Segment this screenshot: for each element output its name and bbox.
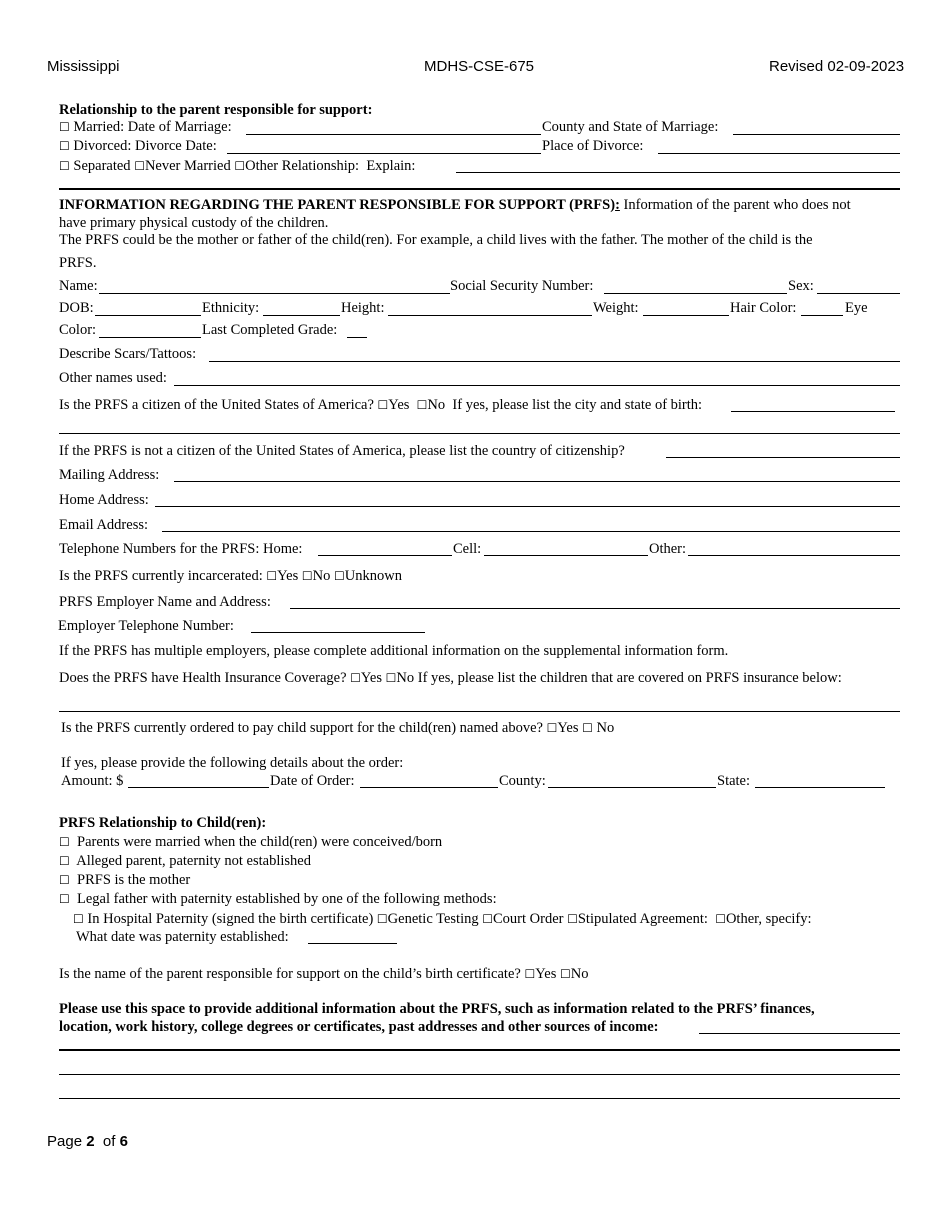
relationship-child-title: PRFS Relationship to Child(ren): (59, 815, 267, 831)
additional-info-field[interactable] (699, 1019, 900, 1034)
mailing-field[interactable] (174, 467, 900, 482)
page-label: Page (47, 1133, 83, 1150)
name-label: Name: (59, 278, 98, 294)
other-relationship-label: Other Relationship: (245, 158, 360, 174)
ethnicity-field[interactable] (263, 301, 340, 316)
ethnicity-label: Ethnicity: (202, 300, 260, 316)
birth-cert-yes-label: Yes (535, 966, 557, 982)
paternity-date-label: What date was paternity established: (76, 929, 289, 945)
ordered-no-label: No (596, 720, 615, 736)
genetic-testing-checkbox[interactable]: ☐ (376, 912, 388, 926)
place-of-divorce-label: Place of Divorce: (542, 138, 644, 154)
hospital-paternity-checkbox[interactable]: ☐ (73, 912, 84, 926)
page-current: 2 (86, 1133, 95, 1150)
never-married-label: Never Married (144, 158, 231, 174)
dob-field[interactable] (95, 301, 201, 316)
health-yes-label: Yes (360, 670, 383, 686)
county-field[interactable] (548, 773, 716, 788)
alleged-parent-checkbox[interactable]: ☐ (59, 854, 70, 868)
last-grade-label: Last Completed Grade: (202, 322, 338, 338)
multiple-employers-note: If the PRFS has multiple employers, please complete additional information on the supplemental information form. (59, 643, 729, 659)
employer-label: PRFS Employer Name and Address: (59, 594, 271, 610)
country-citizenship-field[interactable] (666, 443, 900, 458)
explain-label: Explain: (366, 158, 416, 174)
birth-place-extra-line[interactable] (59, 433, 900, 434)
additional-info-line1: Please use this space to provide additional information about the PRFS, such as information related to the PRFS’ finances, (59, 1001, 815, 1017)
additional-line-2[interactable] (59, 1074, 900, 1075)
married-label: Married: (73, 119, 125, 135)
relationship-title: Relationship to the parent responsible for support: (59, 102, 373, 118)
home-phone-field[interactable] (318, 541, 452, 556)
weight-label: Weight: (593, 300, 639, 316)
genetic-testing-label: Genetic Testing (387, 911, 479, 927)
incarcerated-no-checkbox[interactable]: ☐ (301, 569, 313, 583)
employer-phone-label: Employer Telephone Number: (58, 618, 234, 634)
stipulated-checkbox[interactable]: ☐ (567, 912, 578, 926)
birth-cert-yes-checkbox[interactable]: ☐ (524, 967, 536, 981)
other-phone-label: Other: (649, 541, 687, 557)
legal-father-label: Legal father with paternity established by one of the following methods: (77, 891, 497, 907)
height-label: Height: (341, 300, 385, 316)
email-field[interactable] (162, 517, 900, 532)
incarcerated-yes-checkbox[interactable]: ☐ (266, 569, 278, 583)
date-of-order-label: Date of Order: (270, 773, 355, 789)
health-no-label: No (396, 670, 415, 686)
prfs-note-b: PRFS. (59, 255, 97, 271)
citizen-yes-checkbox[interactable]: ☐ (377, 398, 389, 412)
citizen-yes-label: Yes (388, 397, 410, 413)
ordered-yes-checkbox[interactable]: ☐ (546, 721, 558, 735)
divorce-date-label: Divorce Date: (135, 138, 217, 154)
amount-label: Amount: $ (61, 773, 124, 789)
weight-field[interactable] (643, 301, 729, 316)
legal-father-checkbox[interactable]: ☐ (59, 892, 70, 906)
citizen-question: Is the PRFS a citizen of the United States of America? (59, 397, 374, 413)
court-order-label: Court Order (493, 911, 564, 927)
married-checkbox[interactable]: ☐ (59, 120, 70, 134)
scars-label: Describe Scars/Tattoos: (59, 346, 197, 362)
married-conceived-label: Parents were married when the child(ren) were conceived/born (77, 834, 443, 850)
date-of-marriage-label: Date of Marriage: (127, 119, 232, 135)
ordered-question: Is the PRFS currently ordered to pay child support for the child(ren) named above? (61, 720, 543, 736)
separated-checkbox[interactable]: ☐ (59, 159, 70, 173)
ordered-yes-label: Yes (557, 720, 579, 736)
eye-color-label: Color: (59, 322, 97, 338)
incarcerated-unknown-label: Unknown (344, 568, 402, 584)
home-field[interactable] (155, 492, 900, 507)
additional-info-line2: location, work history, college degrees or certificates, past addresses and other sources of income: (59, 1019, 659, 1035)
incarcerated-yes-label: Yes (277, 568, 299, 584)
explain-field[interactable] (456, 158, 900, 173)
other-relationship-checkbox[interactable]: ☐ (234, 159, 246, 173)
stipulated-label: Stipulated Agreement: (577, 911, 708, 927)
hair-color-label: Hair Color: (730, 300, 797, 316)
height-field[interactable] (388, 301, 592, 316)
order-details-note: If yes, please provide the following details about the order: (61, 755, 404, 771)
divorced-checkbox[interactable]: ☐ (59, 139, 70, 153)
state-label: State: (717, 773, 751, 789)
employer-field[interactable] (290, 594, 900, 609)
health-follow-up: If yes, please list the children that are covered on PRFS insurance below: (417, 670, 842, 686)
date-of-marriage-field[interactable] (246, 120, 541, 135)
additional-line-1[interactable] (59, 1049, 900, 1051)
birth-cert-question: Is the name of the parent responsible for support on the child’s birth certificate? (59, 966, 521, 982)
ordered-no-checkbox[interactable]: ☐ (582, 721, 593, 735)
citizen-no-checkbox[interactable]: ☐ (416, 398, 428, 412)
header-form-id: MDHS-CSE-675 (424, 58, 535, 75)
hospital-paternity-label: In Hospital Paternity (signed the birth certificate) (87, 911, 374, 927)
place-of-divorce-field[interactable] (658, 139, 900, 154)
header-state: Mississippi (47, 58, 120, 75)
incarcerated-no-label: No (312, 568, 331, 584)
header-revised: Revised 02-09-2023 (769, 58, 905, 75)
mailing-label: Mailing Address: (59, 467, 160, 483)
alleged-parent-label: Alleged parent, paternity not established (76, 853, 311, 869)
health-question: Does the PRFS have Health Insurance Coverage? (59, 670, 347, 686)
last-grade-field[interactable] (347, 323, 367, 338)
prfs-title-colon: : (615, 197, 620, 213)
county-label: County: (499, 773, 546, 789)
other-names-label: Other names used: (59, 370, 167, 386)
employer-phone-field[interactable] (251, 618, 425, 633)
married-conceived-checkbox[interactable]: ☐ (59, 835, 70, 849)
sex-label: Sex: (788, 278, 814, 294)
hair-color-field[interactable] (801, 301, 843, 316)
page-total: 6 (119, 1133, 128, 1150)
cell-label: Cell: (453, 541, 482, 557)
eye-color-field[interactable] (99, 323, 201, 338)
ssn-field[interactable] (604, 279, 787, 294)
sex-field[interactable] (817, 279, 900, 294)
health-children-line[interactable] (59, 711, 900, 712)
email-label: Email Address: (59, 517, 149, 533)
birth-place-question: If yes, please list the city and state of birth: (452, 397, 703, 413)
phones-label: Telephone Numbers for the PRFS: Home: (59, 541, 303, 557)
page-of-label: of (102, 1133, 116, 1150)
incarcerated-question: Is the PRFS currently incarcerated: (59, 568, 263, 584)
birth-cert-no-label: No (570, 966, 589, 982)
other-phone-field[interactable] (688, 541, 900, 556)
prfs-intro-b: have primary physical custody of the children. (59, 215, 329, 231)
section-divider (59, 188, 900, 190)
date-of-order-field[interactable] (360, 773, 498, 788)
prfs-mother-checkbox[interactable]: ☐ (59, 873, 70, 887)
birth-cert-no-checkbox[interactable]: ☐ (559, 967, 571, 981)
court-order-checkbox[interactable]: ☐ (482, 912, 493, 926)
scars-field[interactable] (209, 347, 900, 362)
other-names-field[interactable] (174, 371, 900, 386)
prfs-intro-a: Information of the parent who does not (623, 197, 851, 213)
other-specify-label: Other, specify: (725, 911, 812, 927)
prfs-mother-label: PRFS is the mother (77, 872, 191, 888)
name-field[interactable] (99, 279, 450, 294)
county-state-marriage-label: County and State of Marriage: (542, 119, 719, 135)
divorce-date-field[interactable] (227, 139, 541, 154)
citizen-no-label: No (427, 397, 446, 413)
county-state-marriage-field[interactable] (733, 120, 900, 135)
eye-label: Eye (845, 300, 868, 316)
home-label: Home Address: (59, 492, 149, 508)
separated-label: Separated (73, 158, 131, 174)
prfs-note-a: The PRFS could be the mother or father of the child(ren). For example, a child lives with the father. The mother of the child is the (59, 232, 813, 248)
dob-label: DOB: (59, 300, 94, 316)
health-yes-checkbox[interactable]: ☐ (350, 671, 361, 685)
other-specify-checkbox[interactable]: ☐ (715, 912, 726, 926)
never-married-checkbox[interactable]: ☐ (134, 159, 145, 173)
page-number (47, 1133, 128, 1150)
divorced-label: Divorced: (73, 138, 132, 154)
not-citizen-question: If the PRFS is not a citizen of the United States of America, please list the country of citizenship? (59, 443, 625, 459)
ssn-label: Social Security Number: (450, 278, 594, 294)
cell-phone-field[interactable] (484, 541, 648, 556)
incarcerated-unknown-checkbox[interactable]: ☐ (334, 569, 345, 583)
state-field[interactable] (755, 773, 885, 788)
birth-place-field[interactable] (731, 397, 895, 412)
health-no-checkbox[interactable]: ☐ (385, 671, 397, 685)
prfs-section-title: INFORMATION REGARDING THE PARENT RESPONSIBLE FOR SUPPORT (PRFS) (59, 197, 616, 213)
additional-line-3[interactable] (59, 1098, 900, 1099)
amount-field[interactable] (128, 773, 269, 788)
paternity-date-field[interactable] (308, 929, 397, 944)
